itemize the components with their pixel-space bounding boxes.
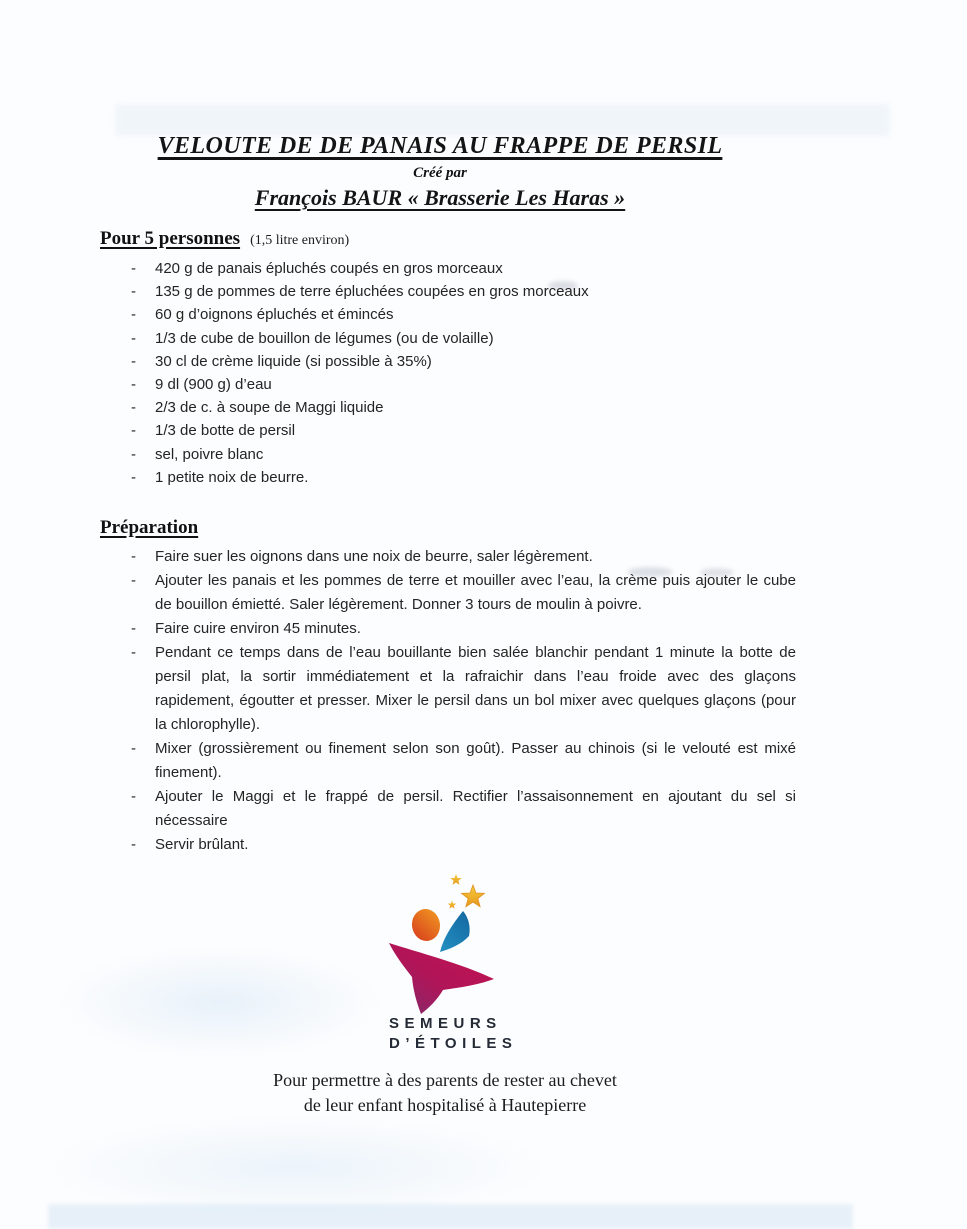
bullet-dash: -	[131, 283, 136, 301]
list-item	[131, 373, 791, 396]
ingredient-text: 1 petite noix de beurre.	[155, 468, 309, 486]
author-line: François BAUR « Brasserie Les Haras »	[254, 185, 626, 210]
bullet-dash: -	[131, 836, 136, 853]
logo-figure-head	[410, 907, 442, 943]
footer-line2: de leur enfant hospitalisé à Hautepierre	[303, 1095, 587, 1115]
list-item	[131, 641, 796, 737]
step-text: Servir brûlant.	[155, 836, 249, 853]
scan-tint-band	[115, 104, 890, 136]
logo-figure-arm	[440, 911, 470, 952]
ingredient-text: 420 g de panais épluchés coupés en gros morceaux	[155, 260, 503, 277]
servings-note: (1,5 litre environ)	[250, 233, 350, 248]
bullet-dash: -	[131, 740, 136, 757]
ingredient-text: sel, poivre blanc	[155, 445, 264, 463]
servings-line	[100, 228, 349, 250]
recipe-header	[0, 133, 880, 211]
list-item	[131, 419, 791, 442]
preparation-list	[131, 545, 796, 857]
logo-wordmark	[389, 1014, 517, 1054]
ingredient-text: 1/3 de cube de bouillon de légumes (ou de volaille)	[155, 329, 494, 347]
semeurs-detoiles-logo	[373, 858, 523, 1018]
tiny-star-icon	[448, 901, 457, 909]
servings-heading: Pour 5 personnes	[100, 228, 241, 249]
step-text: Faire suer les oignons dans une noix de beurre, saler légèrement.	[155, 548, 593, 565]
step-text: Ajouter le Maggi et le frappé de persil. Rectifier l’assaisonnement en ajoutant du sel si nécessaire	[155, 788, 796, 829]
bullet-dash: -	[131, 422, 136, 440]
scan-tint-blob	[35, 1115, 555, 1220]
ingredient-text: 135 g de pommes de terre épluchées coupées en gros morceaux	[155, 283, 589, 301]
step-text: Pendant ce temps dans de l’eau bouillante bien salée blanchir pendant 1 minute la botte de persil plat, la sortir immédiatement et la rafraichir dans l’eau froide avec des glaçons rapidement, égoutter et presser. Mixer le persil dans un bol mixer avec quelques glaçons (pour la chlorophylle).	[155, 644, 796, 733]
ingredient-text: 1/3 de botte de persil	[155, 422, 296, 440]
logo-wordmark-line2: D’ÉTOILES	[389, 1035, 518, 1052]
bullet-dash: -	[131, 260, 136, 277]
step-text: Faire cuire environ 45 minutes.	[155, 620, 361, 637]
list-item	[131, 617, 796, 641]
list-item	[131, 396, 791, 419]
bullet-dash: -	[131, 352, 136, 370]
bullet-dash: -	[131, 445, 136, 463]
step-text: Ajouter les panais et les pommes de terre et mouiller avec l’eau, la crème puis ajouter le cube de bouillon émietté. Saler légèrement. Donner 3 tours de moulin à poivre.	[155, 572, 796, 613]
bullet-dash: -	[131, 329, 136, 347]
list-item	[131, 443, 791, 466]
ingredient-text: 9 dl (900 g) d’eau	[155, 376, 272, 394]
ingredients-list	[131, 257, 791, 489]
bullet-dash: -	[131, 548, 136, 565]
list-item	[131, 350, 791, 373]
step-text: Mixer (grossièrement ou finement selon son goût). Passer au chinois (si le velouté est mixé finement).	[155, 740, 796, 781]
bullet-dash: -	[131, 376, 136, 394]
list-item	[131, 737, 796, 785]
bullet-dash: -	[131, 572, 136, 589]
logo-wordmark-line1: SEMEURS	[389, 1015, 502, 1032]
ingredient-text: 30 cl de crème liquide (si possible à 35%)	[155, 352, 432, 370]
bullet-dash: -	[131, 620, 136, 637]
list-item	[131, 785, 796, 833]
created-by-label: Créé par	[413, 165, 467, 181]
list-item	[131, 327, 791, 350]
list-item	[131, 303, 791, 326]
footer-caption	[0, 1068, 890, 1118]
bullet-dash: -	[131, 644, 136, 661]
scan-tint-blob	[55, 945, 385, 1060]
small-star-icon	[450, 874, 461, 885]
big-star-icon	[462, 885, 485, 907]
bullet-dash: -	[131, 306, 136, 324]
list-item	[131, 569, 796, 617]
list-item	[131, 466, 791, 489]
logo-figure-body	[389, 943, 494, 1014]
preparation-heading: Préparation	[100, 517, 199, 538]
bullet-dash: -	[131, 788, 136, 805]
recipe-title: VELOUTE DE DE PANAIS AU FRAPPE DE PERSIL	[157, 133, 723, 159]
bullet-dash: -	[131, 468, 136, 486]
footer-line1: Pour permettre à des parents de rester au chevet	[273, 1070, 617, 1090]
ingredient-text: 60 g d’oignons épluchés et émincés	[155, 306, 394, 324]
list-item	[131, 545, 796, 569]
bullet-dash: -	[131, 399, 136, 417]
list-item	[131, 257, 791, 280]
list-item	[131, 833, 796, 857]
list-item	[131, 280, 791, 303]
ingredient-text: 2/3 de c. à soupe de Maggi liquide	[155, 399, 384, 417]
